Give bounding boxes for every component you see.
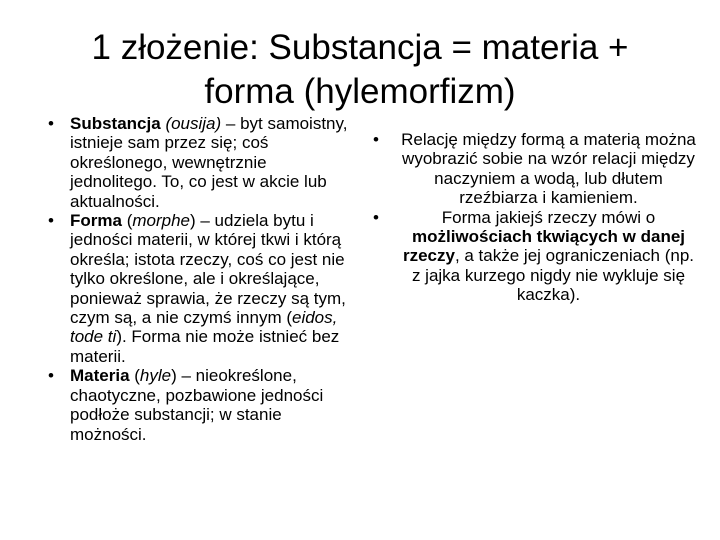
term-greek-eidos: eidos, tode ti	[70, 308, 338, 347]
right-bullet-list	[401, 130, 696, 305]
bullet-text: Relację między formą a materią można wyobrazić sobie na wzór relacji między naczyniem a wodą, lub dłutem rzeźbiarza i kamieniem.	[401, 130, 696, 208]
bullet-materia	[70, 366, 355, 444]
left-bullet-list	[70, 114, 355, 444]
bullet-forma	[70, 211, 355, 366]
bullet-relacja	[401, 130, 696, 208]
bullet-substancja	[70, 114, 355, 211]
term-substancja: Substancja	[70, 114, 161, 133]
term-forma: Forma	[70, 211, 122, 231]
term-greek-morphe: morphe	[132, 211, 190, 231]
slide-title-line-2: forma (hylemorfizm)	[204, 72, 516, 111]
bullet-text: , a także jej ograniczeniach (np. z jajka kurzego nigdy nie wykluje się kaczka).	[411, 246, 695, 305]
bullet-text: – byt samoistny, istnieje sam przez się; coś określonego, wewnętrznie jednolitego. To, co jest w akcie lub aktualności.	[70, 114, 348, 211]
bullet-text: ). Forma nie może istnieć bez materii.	[70, 327, 340, 366]
slide-title-line-1: 1 złożenie: Substancja = materia +	[91, 28, 629, 67]
term-materia: Materia	[70, 366, 130, 386]
emphasis-mozliwosci: możliwościach tkwiących w danej rzeczy	[402, 227, 686, 266]
term-greek-hyle: hyle	[139, 366, 172, 386]
bullet-text: ) – nieokreślone, chaotyczne, pozbawione jedności podłoże substancji; w stanie możności.	[70, 366, 324, 444]
bullet-forma-mozliwosci	[401, 208, 696, 305]
bullet-text: ) – udziela bytu i jedności materii, w której tkwi i którą określa; istota rzeczy, coś co jest nie tylko określone, ale i określające, ponieważ sprawia, że rzeczy są tym, czym są, a nie czymś innym (	[70, 211, 346, 328]
bullet-text: (	[129, 366, 140, 386]
bullet-text: Forma jakiejś rzeczy mówi o	[441, 207, 656, 227]
slide-title	[40, 26, 680, 114]
term-greek-ousija: (ousija)	[165, 114, 222, 133]
bullet-text: (	[121, 211, 133, 231]
